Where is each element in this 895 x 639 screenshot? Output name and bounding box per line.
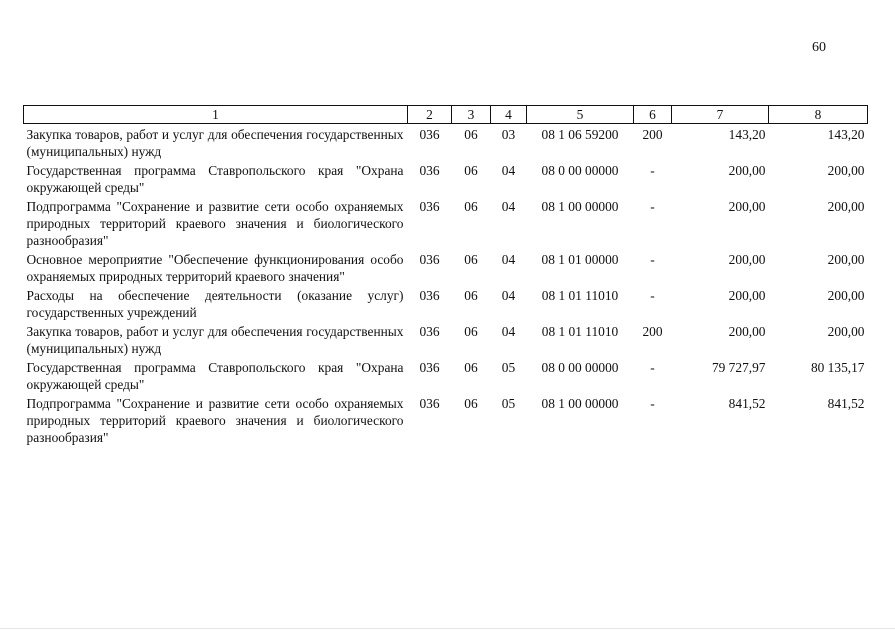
cell-expense-type: - xyxy=(650,252,655,267)
cell-expense-type: - xyxy=(650,199,655,214)
cell-amount-col7: 143,20 xyxy=(728,127,766,142)
cell-amount-col7: 200,00 xyxy=(728,324,766,339)
cell-target-code: 08 1 06 59200 xyxy=(541,127,619,142)
cell-amount-col8: 841,52 xyxy=(827,396,865,411)
cell-target-code: 08 1 01 11010 xyxy=(541,288,619,303)
cell-amount-col7: 200,00 xyxy=(728,252,766,267)
cell-ministry-code: 036 xyxy=(419,324,440,339)
cell-section: 06 xyxy=(464,360,478,375)
budget-table xyxy=(23,105,868,446)
cell-ministry-code: 036 xyxy=(419,163,440,178)
cell-target-code: 08 1 01 11010 xyxy=(541,324,619,339)
cell-section: 06 xyxy=(464,324,478,339)
table-row xyxy=(24,124,868,161)
cell-section: 06 xyxy=(464,288,478,303)
table-row xyxy=(24,196,868,249)
header-col-3: 3 xyxy=(452,106,491,124)
cell-section: 06 xyxy=(464,252,478,267)
cell-subsection: 03 xyxy=(501,127,516,142)
cell-expense-type: - xyxy=(650,163,655,178)
header-col-2: 2 xyxy=(408,106,452,124)
cell-section: 06 xyxy=(464,396,478,411)
cell-target-code: 08 0 00 00000 xyxy=(541,163,619,178)
table-row xyxy=(24,357,868,393)
cell-target-code: 08 0 00 00000 xyxy=(541,360,619,375)
cell-target-code: 08 1 01 00000 xyxy=(541,252,619,267)
header-col-1: 1 xyxy=(24,106,408,124)
cell-name: Подпрограмма "Сохранение и развитие сети особо охраняемых природных территорий краевого значения и биологического разнообразия" xyxy=(26,199,404,248)
cell-amount-col8: 143,20 xyxy=(827,127,865,142)
cell-amount-col8: 200,00 xyxy=(827,324,865,339)
header-col-8: 8 xyxy=(769,106,868,124)
cell-section: 06 xyxy=(464,163,478,178)
cell-amount-col7: 200,00 xyxy=(728,163,766,178)
header-col-7: 7 xyxy=(672,106,769,124)
cell-amount-col8: 200,00 xyxy=(827,199,865,214)
cell-target-code: 08 1 00 00000 xyxy=(541,199,619,214)
cell-subsection: 05 xyxy=(501,360,516,375)
cell-subsection: 04 xyxy=(501,163,516,178)
cell-subsection: 05 xyxy=(501,396,516,411)
table-row xyxy=(24,321,868,357)
table-row xyxy=(24,285,868,321)
cell-subsection: 04 xyxy=(501,324,516,339)
cell-expense-type: 200 xyxy=(642,127,663,142)
page-number: 60 xyxy=(812,40,826,55)
cell-section: 06 xyxy=(464,199,478,214)
cell-target-code: 08 1 00 00000 xyxy=(541,396,619,411)
cell-subsection: 04 xyxy=(501,252,516,267)
cell-name: Основное мероприятие "Обеспечение функционирования особо охраняемых природных территорий краевого значения" xyxy=(26,252,404,284)
cell-subsection: 04 xyxy=(501,288,516,303)
cell-ministry-code: 036 xyxy=(419,396,440,411)
cell-subsection: 04 xyxy=(501,199,516,214)
cell-amount-col7: 200,00 xyxy=(728,288,766,303)
cell-name: Закупка товаров, работ и услуг для обеспечения государственных (муниципальных) нужд xyxy=(26,127,404,159)
cell-expense-type: - xyxy=(650,396,655,411)
cell-amount-col7: 841,52 xyxy=(728,396,766,411)
cell-amount-col8: 80 135,17 xyxy=(810,360,865,375)
table-row xyxy=(24,160,868,196)
cell-name: Расходы на обеспечение деятельности (оказание услуг) государственных учреждений xyxy=(26,288,404,320)
cell-name: Подпрограмма "Сохранение и развитие сети особо охраняемых природных территорий краевого значения и биологического разнообразия" xyxy=(26,396,404,445)
cell-name: Закупка товаров, работ и услуг для обеспечения государственных (муниципальных) нужд xyxy=(26,324,404,356)
cell-ministry-code: 036 xyxy=(419,288,440,303)
header-col-6: 6 xyxy=(634,106,672,124)
cell-ministry-code: 036 xyxy=(419,360,440,375)
cell-ministry-code: 036 xyxy=(419,199,440,214)
header-col-4: 4 xyxy=(491,106,527,124)
cell-expense-type: 200 xyxy=(642,324,663,339)
header-col-5: 5 xyxy=(527,106,634,124)
cell-section: 06 xyxy=(464,127,478,142)
scan-edge-line xyxy=(0,628,895,629)
cell-ministry-code: 036 xyxy=(419,252,440,267)
table-header-row xyxy=(24,106,868,124)
cell-amount-col7: 200,00 xyxy=(728,199,766,214)
cell-name: Государственная программа Ставропольского края "Охрана окружающей среды" xyxy=(26,360,404,392)
cell-name: Государственная программа Ставропольского края "Охрана окружающей среды" xyxy=(26,163,404,195)
cell-amount-col7: 79 727,97 xyxy=(711,360,766,375)
cell-amount-col8: 200,00 xyxy=(827,288,865,303)
cell-amount-col8: 200,00 xyxy=(827,252,865,267)
cell-expense-type: - xyxy=(650,360,655,375)
table-row xyxy=(24,249,868,285)
cell-amount-col8: 200,00 xyxy=(827,163,865,178)
table-row xyxy=(24,393,868,446)
cell-expense-type: - xyxy=(650,288,655,303)
cell-ministry-code: 036 xyxy=(419,127,440,142)
